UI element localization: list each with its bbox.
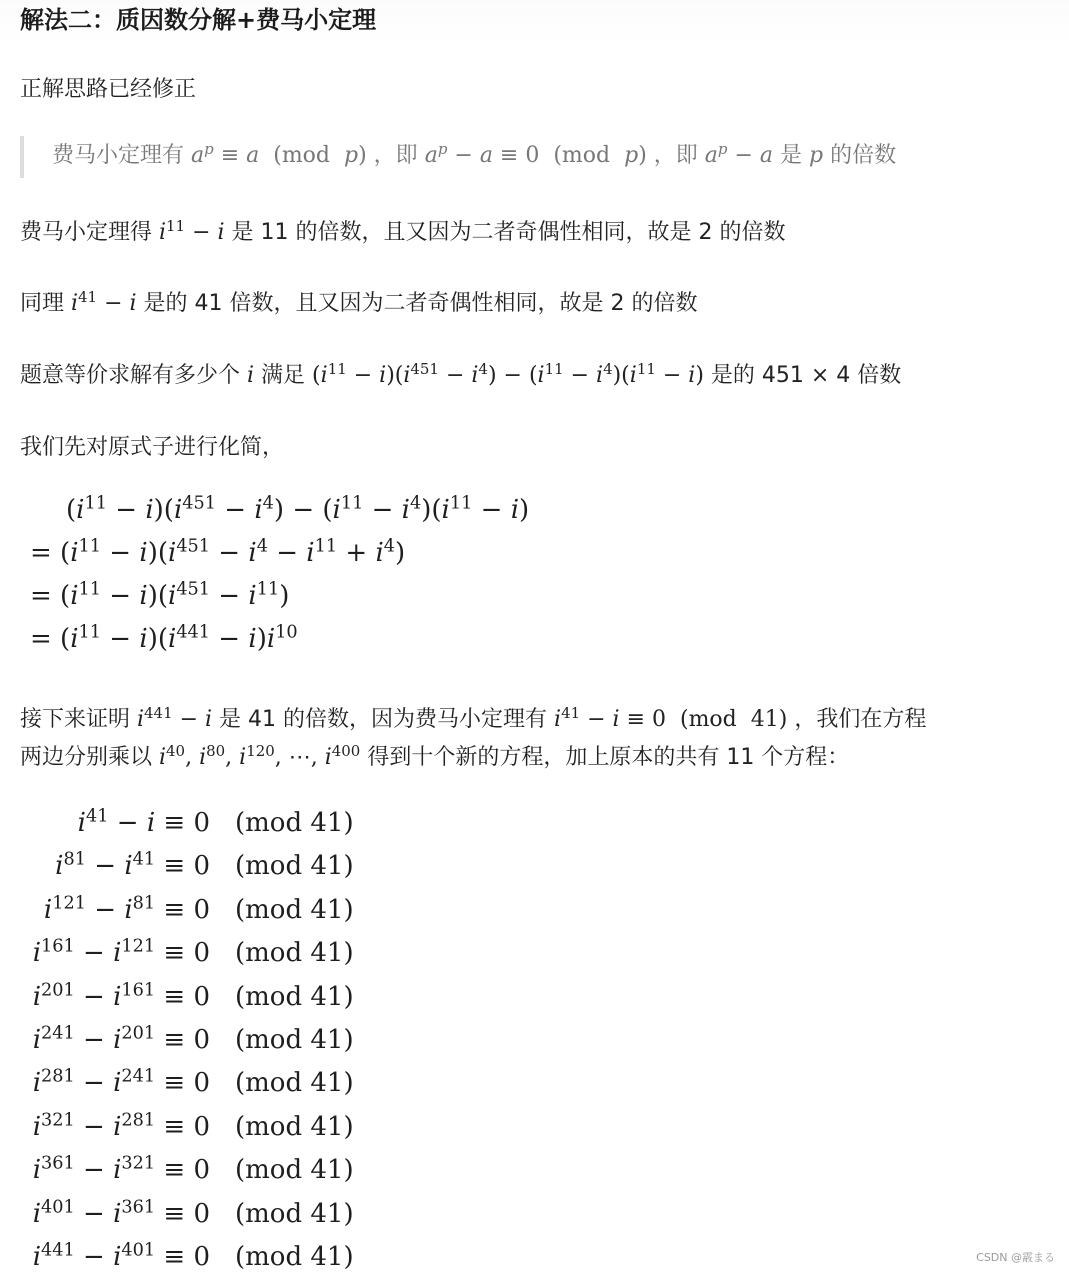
equation-line: = $(i^{11} - i)(i^{451} - i^4 - i^{11} + i^4)$ bbox=[30, 536, 406, 568]
exponent-low: 161 bbox=[121, 979, 156, 1000]
congruence-row bbox=[20, 895, 420, 938]
paragraph-problem-restatement: 题意等价求解有多少个 i 满足 $(i^{11} - i)(i^{451} - i^4) - (i^{11} - i^4)(i^{11} - i)$ 是的 451 × 4 倍数 bbox=[20, 359, 902, 388]
exponent-low: 361 bbox=[121, 1196, 156, 1217]
congruence-lhs: $i^{321} - i^{281} \equiv 0$ bbox=[32, 1110, 210, 1142]
congruence-lhs: $i^{161} - i^{121} \equiv 0$ bbox=[32, 936, 210, 969]
congruence-row bbox=[20, 1196, 420, 1242]
exponent-high: 361 bbox=[41, 1153, 75, 1174]
congruence-modulus: (mod 41) bbox=[235, 808, 354, 838]
exponent-high: 201 bbox=[41, 979, 75, 1000]
exponent-high: 401 bbox=[41, 1196, 75, 1217]
equation-line: = $(i^{11} - i)(i^{441} - i)i^{10}$ bbox=[30, 622, 298, 654]
congruence-modulus: (mod 41) bbox=[235, 894, 354, 925]
congruence-lhs: $i^{441} - i^{401} \equiv 0$ bbox=[32, 1240, 210, 1272]
congruence-modulus: (mod 41) bbox=[235, 1111, 354, 1142]
congruence-row bbox=[20, 979, 420, 1025]
congruence-modulus: (mod 41) bbox=[235, 1198, 354, 1229]
congruence-lhs: $i^{121} - i^{81} \equiv 0$ bbox=[43, 893, 210, 925]
congruence-lhs: $i^{281} - i^{241} \equiv 0$ bbox=[32, 1066, 210, 1099]
exponent-low: 41 bbox=[132, 849, 156, 870]
exponent-high: 241 bbox=[41, 1023, 75, 1044]
csdn-watermark: CSDN @霰まる bbox=[976, 1251, 1055, 1264]
congruence-row bbox=[20, 808, 420, 851]
congruence-modulus: (mod 41) bbox=[235, 981, 354, 1012]
exponent-low: 281 bbox=[121, 1110, 156, 1131]
exponent-high: 281 bbox=[41, 1066, 75, 1087]
exponent-low: 201 bbox=[121, 1023, 156, 1044]
exponent-low: 321 bbox=[121, 1153, 156, 1174]
correction-note: 正解思路已经修正 bbox=[20, 77, 197, 102]
congruence-lhs: $i^{201} - i^{161} \equiv 0$ bbox=[32, 979, 210, 1012]
congruence-modulus: (mod 41) bbox=[235, 1068, 354, 1099]
paragraph-simplify: 我们先对原式子进行化简， bbox=[20, 435, 285, 460]
paragraph-fermat-11: 费马小定理得 $i^{11} - i$ 是 11 的倍数，且又因为二者奇偶性相同，故是 2 的倍数 bbox=[20, 216, 786, 245]
fermat-quote-text: 费马小定理有 $a^p \equiv a$ (mod p) ，即 $a^p - a \equiv 0$ (mod p) ，即 $a^p - a$ 是 p 的倍数 bbox=[52, 139, 897, 168]
equation-line: $(i^{11} - i)(i^{451} - i^4) - (i^{11} - i^4)(i^{11} - i)$ bbox=[66, 493, 530, 525]
simplification-equations bbox=[30, 495, 630, 670]
paragraph-proof-line1: 接下来证明 $i^{441} - i$ 是 41 的倍数，因为费马小定理有 $i^{41} - i \equiv 0$ (mod 41) ，我们在方程 bbox=[20, 703, 927, 732]
congruence-row bbox=[20, 851, 420, 894]
equation-line: = $(i^{11} - i)(i^{451} - i^{11})$ bbox=[30, 579, 290, 611]
congruence-lhs: $i^{401} - i^{361} \equiv 0$ bbox=[32, 1196, 210, 1229]
congruence-row bbox=[20, 938, 420, 981]
congruence-lhs: $i^{81} - i^{41} \equiv 0$ bbox=[55, 849, 210, 882]
congruence-modulus: (mod 41) bbox=[235, 938, 354, 969]
congruence-row bbox=[20, 1025, 420, 1068]
paragraph-fermat-41: 同理 $i^{41} - i$ 是的 41 倍数，且又因为二者奇偶性相同，故是 2 的倍数 bbox=[20, 287, 698, 316]
congruence-row bbox=[20, 1155, 420, 1198]
blockquote bbox=[20, 136, 1064, 178]
exponent-high: 321 bbox=[41, 1110, 75, 1131]
congruence-modulus: (mod 41) bbox=[235, 851, 354, 882]
congruence-row bbox=[20, 1112, 420, 1155]
congruence-lhs: $i^{41} - i \equiv 0$ bbox=[77, 806, 210, 838]
exponent-low: 121 bbox=[121, 936, 156, 957]
exponent-high: 121 bbox=[52, 893, 86, 914]
congruence-lhs: $i^{361} - i^{321} \equiv 0$ bbox=[32, 1153, 210, 1186]
exponent-low: 81 bbox=[132, 893, 156, 914]
congruence-system bbox=[20, 808, 420, 1273]
exponent-high: 441 bbox=[41, 1240, 75, 1261]
congruence-lhs: $i^{241} - i^{201} \equiv 0$ bbox=[32, 1023, 210, 1055]
congruence-modulus: (mod 41) bbox=[235, 1025, 354, 1055]
congruence-row bbox=[20, 1068, 420, 1111]
exponent-low: 401 bbox=[121, 1240, 156, 1261]
exponent-low: 241 bbox=[121, 1066, 156, 1087]
exponent-high: 161 bbox=[41, 936, 75, 957]
paragraph-proof-line2: 两边分别乘以 $i^{40}$, $i^{80}$, $i^{120}$, ⋯, $i^{400}$ 得到十个新的方程，加上原本的共有 11 个方程： bbox=[20, 741, 850, 770]
congruence-modulus: (mod 41) bbox=[235, 1242, 354, 1272]
section-heading: 解法二：质因数分解+费马小定理 bbox=[20, 6, 377, 34]
exponent-high: 41 bbox=[85, 806, 109, 827]
exponent-high: 81 bbox=[63, 849, 86, 870]
congruence-row bbox=[20, 1242, 420, 1285]
congruence-modulus: (mod 41) bbox=[235, 1155, 354, 1186]
